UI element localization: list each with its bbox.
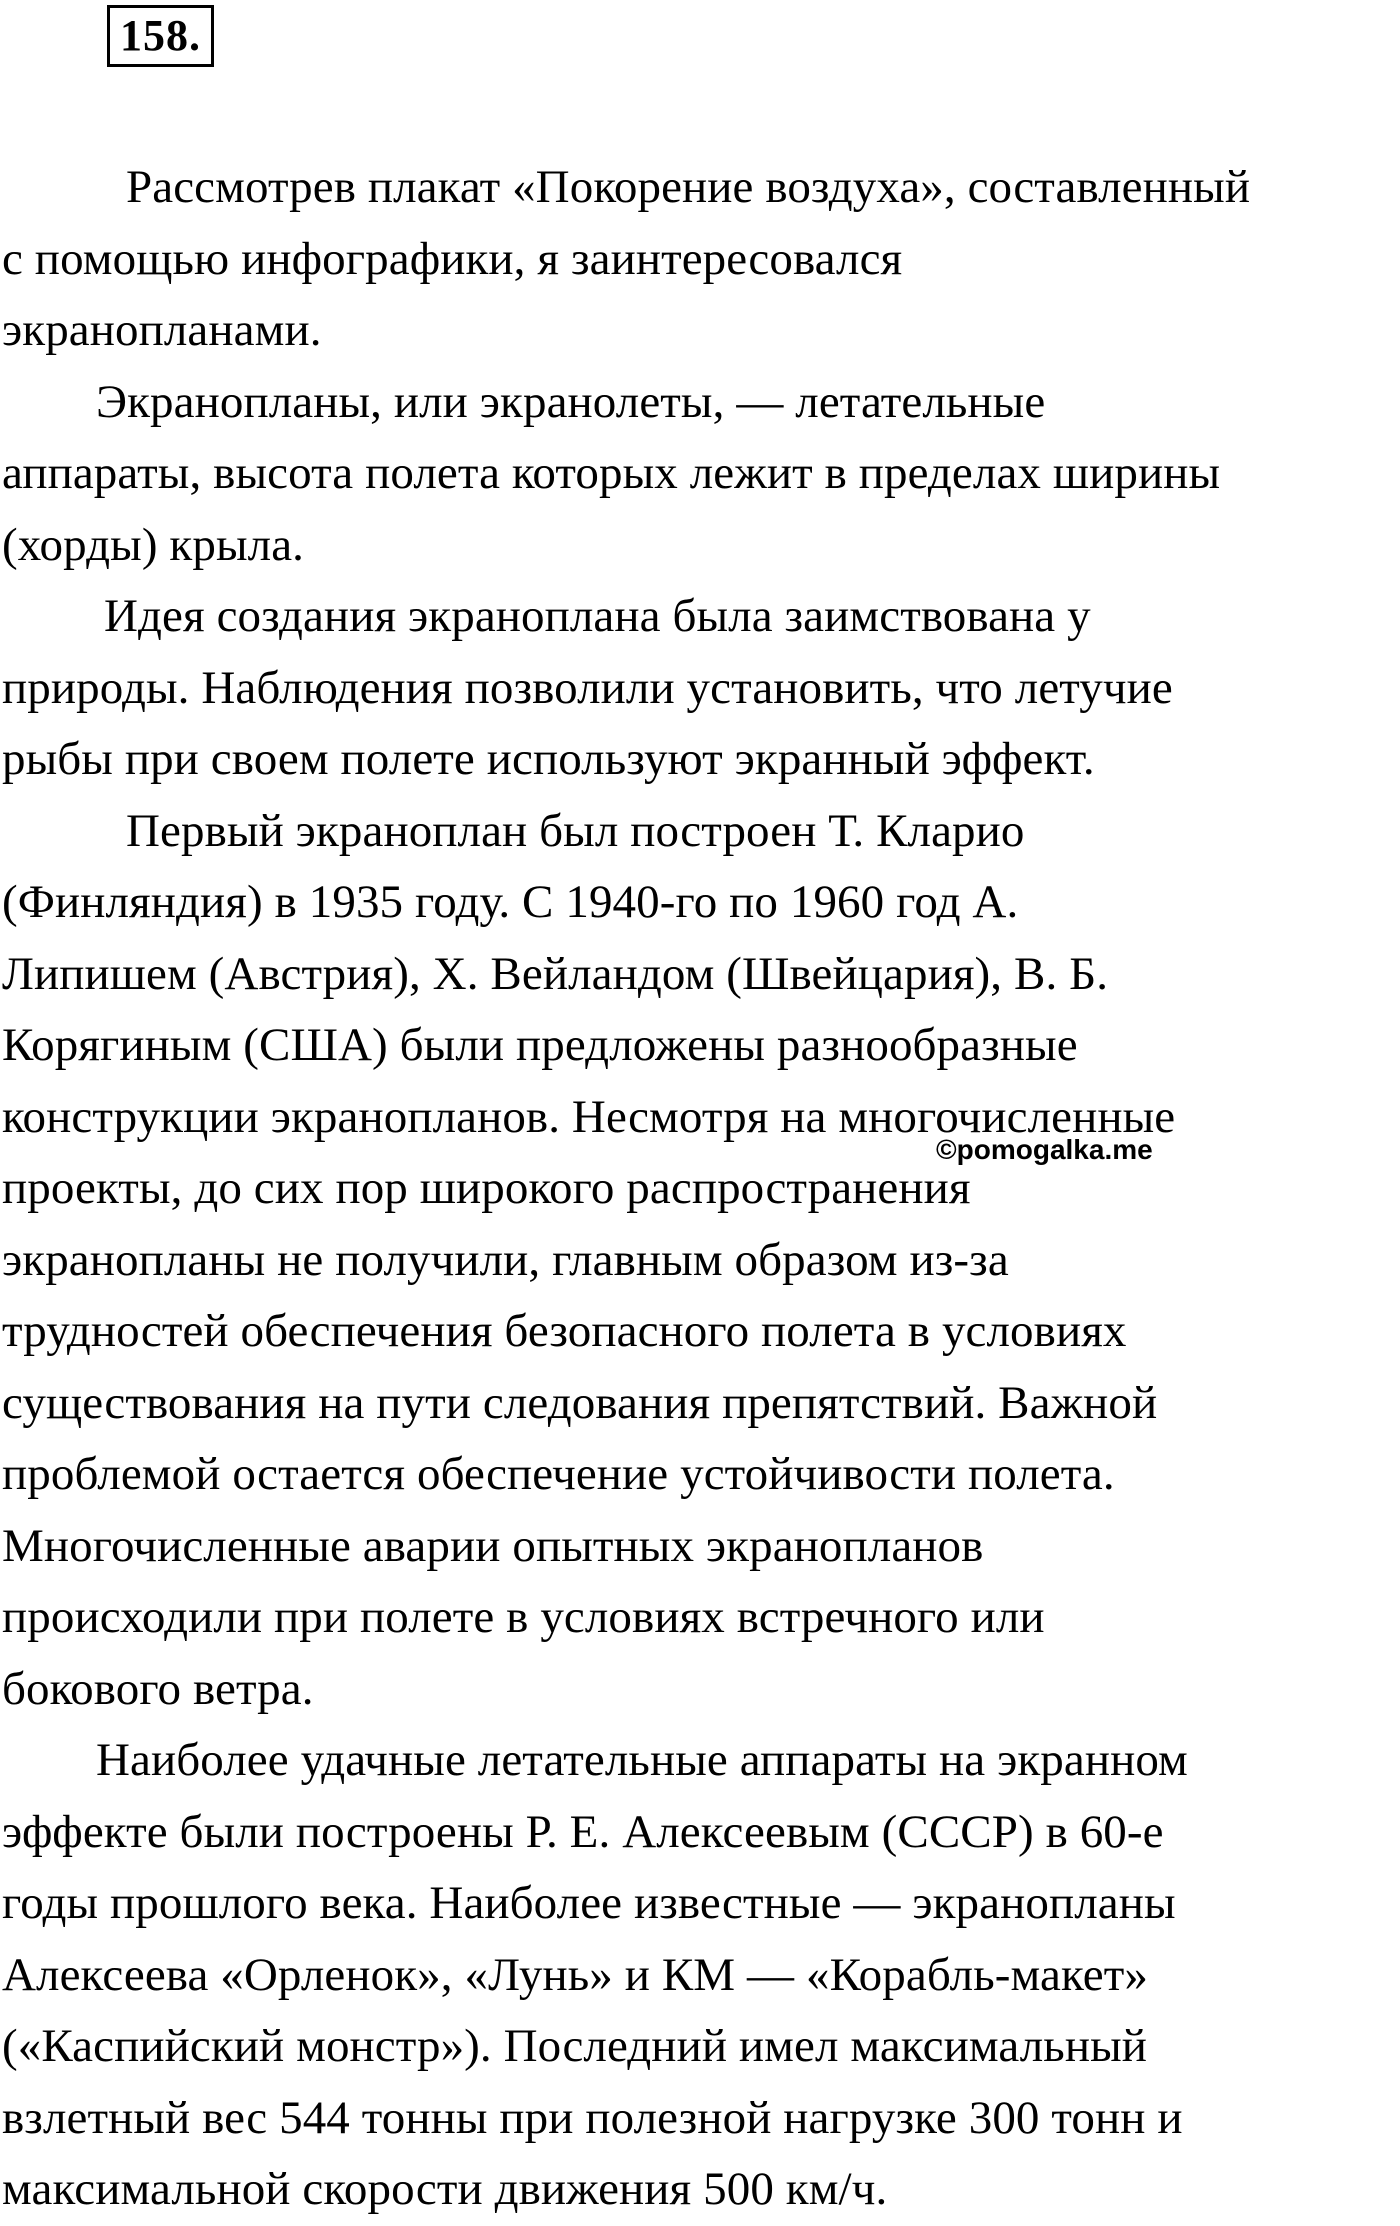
text-line: природы. Наблюдения позволили установить, что летучие [2, 661, 1173, 714]
text-line: взлетный вес 544 тонны при полезной нагрузке 300 тонн и [2, 2091, 1183, 2144]
text-line: (Финляндия) в 1935 году. С 1940-го по 1960 год А. [2, 876, 1019, 928]
answer-text [2, 152, 1398, 2226]
watermark: ©pomogalka.me [936, 1134, 1153, 1165]
text-line: годы прошлого века. Наиболее известные — экранопланы [2, 1877, 1176, 1929]
text-line: максимальной скорости движения 500 км/ч. [2, 2163, 888, 2215]
text-line: эффекте были построены Р. Е. Алексеевым (СССР) в 60-е [2, 1805, 1164, 1858]
text-line: Первый экраноплан был построен Т. Кларио [126, 804, 1025, 857]
text-line: с помощью инфографики, я заинтересовался [2, 232, 903, 285]
text-line: существования на пути следования препятствий. Важной [2, 1376, 1158, 1429]
text-line: трудностей обеспечения безопасного полета в условиях [2, 1305, 1127, 1357]
exercise-number: 158. [107, 5, 214, 67]
text-line: Корягиным (США) были предложены разнообразные [2, 1019, 1078, 1071]
paragraph [2, 152, 1398, 367]
text-line: конструкции экранопланов. Несмотря на многочисленные [2, 1090, 1176, 1143]
text-line: проблемой остается обеспечение устойчивости полета. [2, 1448, 1115, 1500]
text-line: Липишем (Австрия), Х. Вейландом (Швейцария), В. Б. [2, 947, 1109, 1000]
text-line: Алексеева «Орленок», «Лунь» и КМ — «Корабль-макет» [2, 1948, 1148, 2001]
text-line: бокового ветра. [2, 1662, 314, 1715]
paragraph [2, 367, 1398, 582]
paragraph [2, 1725, 1398, 2226]
paragraph [2, 796, 1398, 1726]
paragraph [2, 581, 1398, 796]
text-line: проекты, до сих пор широкого распространения [2, 1162, 971, 1214]
text-line: Идея создания экраноплана была заимствована у [104, 590, 1091, 642]
text-line: Многочисленные аварии опытных экранопланов [2, 1519, 984, 1572]
text-line: (хорды) крыла. [2, 518, 305, 571]
text-line: Рассмотрев плакат «Покорение воздуха», составленный [126, 161, 1251, 213]
text-line: Наиболее удачные летательные аппараты на экранном [96, 1734, 1188, 1786]
text-line: экранопланами. [2, 304, 322, 356]
text-line: происходили при полете в условиях встречного или [2, 1591, 1045, 1643]
text-line: Экранопланы, или экранолеты, — летательные [96, 375, 1046, 428]
text-line: экранопланы не получили, главным образом из-за [2, 1233, 1009, 1286]
text-line: рыбы при своем полете используют экранный эффект. [2, 733, 1095, 785]
text-line: аппараты, высота полета которых лежит в пределах ширины [2, 447, 1221, 499]
text-line: («Каспийский монстр»). Последний имел максимальный [2, 2020, 1148, 2072]
